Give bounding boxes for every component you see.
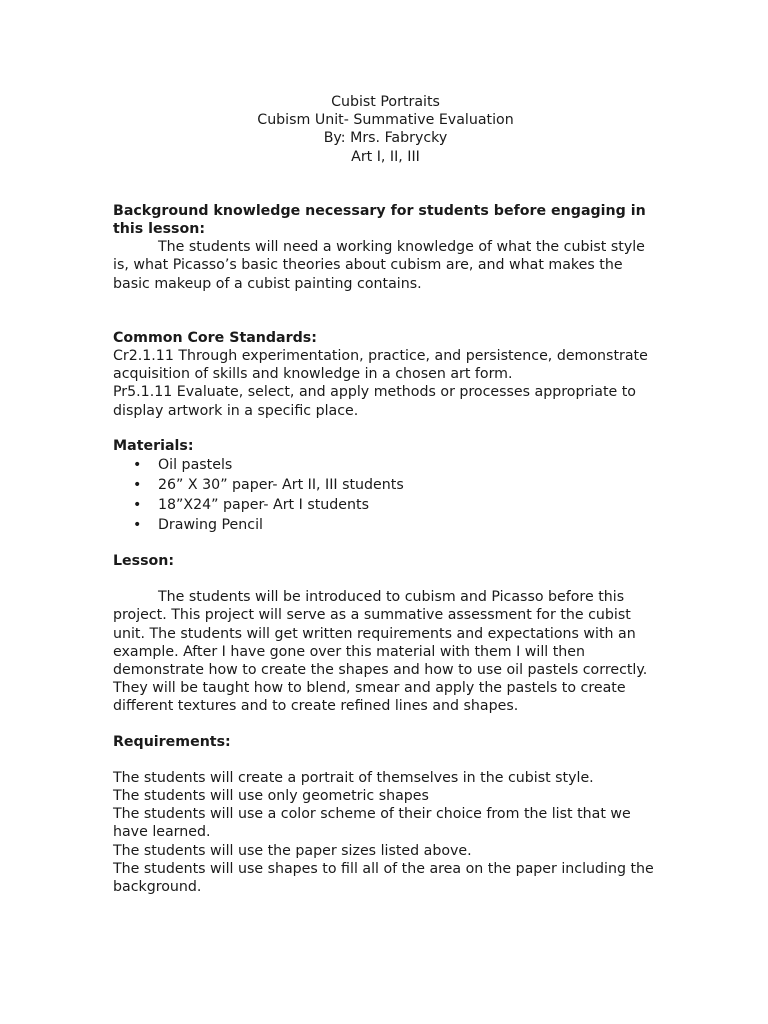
list-item: • Drawing Pencil [133,517,263,534]
standards-section [113,329,658,420]
requirement-item: The students will use the paper sizes listed above. [113,842,472,859]
document-content [113,93,658,896]
title-block [113,93,658,166]
requirement-item: The students will create a portrait of themselves in the cubist style. [113,769,594,786]
bullet-icon: • [133,497,142,514]
materials-section [113,437,658,535]
list-item: • 26” X 30” paper- Art II, III students [133,477,404,494]
document-subtitle: Cubism Unit- Summative Evaluation [257,112,514,129]
standard-item: Cr2.1.11 Through experimentation, practice, and persistence, demonstrate acquisition of skills and knowledge in a chosen art form. [113,348,648,383]
document-title: Cubist Portraits [331,94,440,110]
document-author: By: Mrs. Fabrycky [323,130,448,147]
list-item: • 18”X24” paper- Art I students [133,497,369,514]
lesson-section [113,552,658,716]
materials-list [113,455,658,535]
background-heading: Background knowledge necessary for students before engaging in this lesson: [113,202,646,238]
materials-heading: Materials: [113,437,194,454]
standard-item: Pr5.1.11 Evaluate, select, and apply methods or processes appropriate to display artwork in a specific place. [113,384,636,419]
requirements-heading: Requirements: [113,733,231,750]
bullet-icon: • [133,477,142,494]
standards-heading: Common Core Standards: [113,329,317,346]
background-body: The students will need a working knowledge of what the cubist style is, what Picasso’s basic theories about cubism are, and what makes the basic makeup of a cubist painting contains. [113,239,645,292]
document-course-levels: Art I, II, III [351,148,420,165]
lesson-heading: Lesson: [113,553,175,570]
requirement-item: The students will use only geometric shapes [113,788,429,805]
bullet-icon: • [133,517,142,534]
requirements-section [113,733,658,897]
list-item: • Oil pastels [133,457,233,474]
background-section [113,202,658,293]
requirement-item: The students will use shapes to fill all of the area on the paper including the background. [113,860,654,896]
lesson-body: The students will be introduced to cubism and Picasso before this project. This project will serve as a summative assessment for the cubist unit. The students will get written requirements and expectations with an example. After I have gone over this material with them I will then demonstrate how to create the shapes and how to use oil pastels correctly. They will be taught how to blend, smear and apply the pastels to create different textures and to create refined lines and shapes. [113,589,648,715]
requirement-item: The students will use a color scheme of their choice from the list that we have learned. [113,806,631,841]
bullet-icon: • [133,457,142,474]
